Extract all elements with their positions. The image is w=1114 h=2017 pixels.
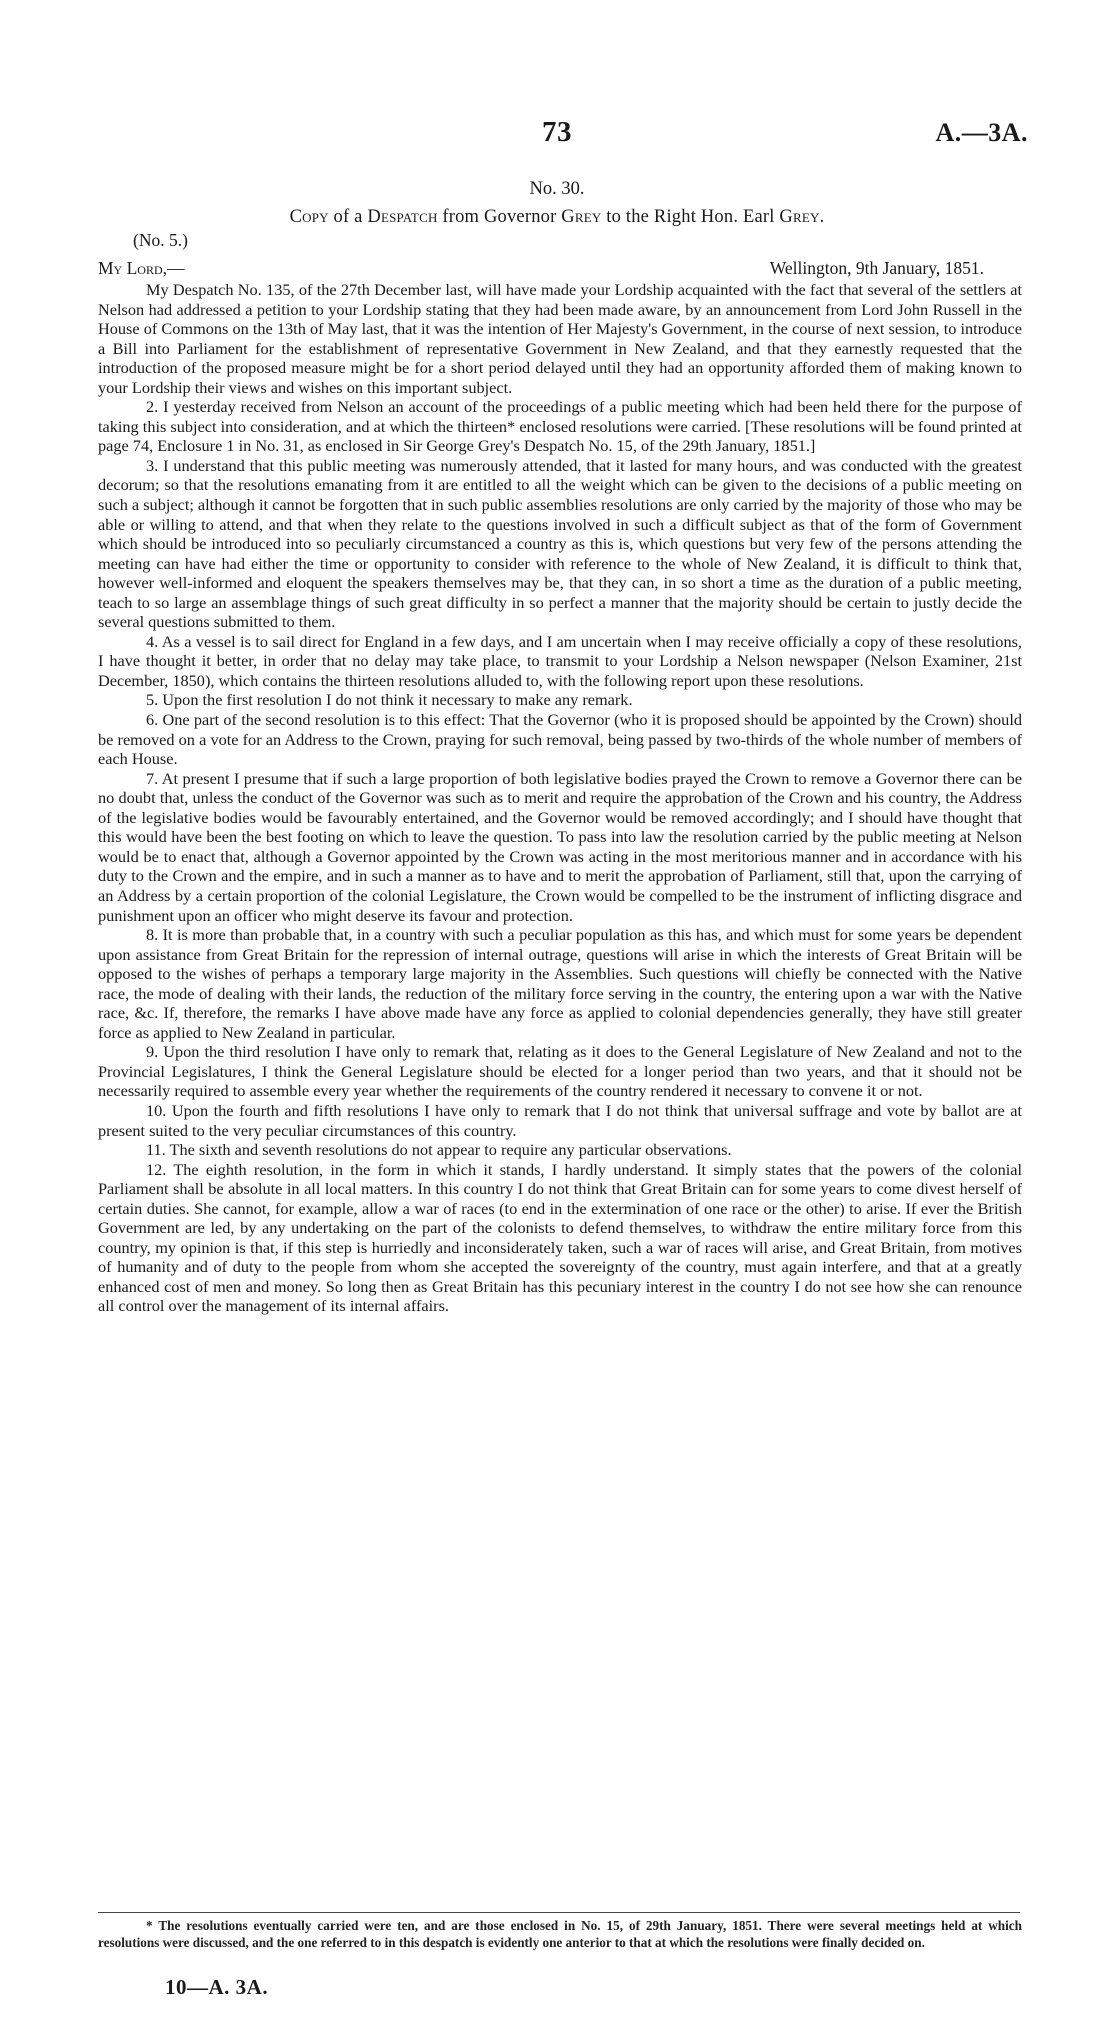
paragraph: 10. Upon the fourth and fifth resolutions I have only to remark that I do not think that universal suffrage and vote by ballot are at present suited to the very peculiar circumstances of this country. xyxy=(98,1100,1022,1140)
document-code: A.—3A. xyxy=(935,118,1028,147)
title-part: Grey xyxy=(561,207,602,227)
paragraph: 8. It is more than probable that, in a country with such a peculiar population as this has, and which must for some years be dependent upon assistance from Great Britain for the repression of internal outrage, questions will arise in which the interests of Great Britain will be opposed to the wishes of perhaps a temporary large majority in the Assemblies. Such questions will chiefly be connected with the Native race, the mode of dealing with their lands, the reduction of the military force serving in the country, the entering upon a war with the Native race, &c. If, therefore, the remarks I have above made have any force as applied to colonial dependencies generally, they have still greater force as applied to New Zealand in particular. xyxy=(98,925,1022,1042)
signature-code: 10—A. 3A. xyxy=(165,1975,269,1999)
paragraph: 11. The sixth and seventh resolutions do not appear to require any particular observations. xyxy=(146,1140,732,1160)
despatch-number: No. 30. xyxy=(529,179,585,199)
paragraph: 3. I understand that this public meeting was numerously attended, that it lasted for many hours, and was conducted with the greatest decorum; so that the resolutions emanating from it are entitled to all the weight which can be given to the decisions of a public meeting on such a subject; although it cannot be forgotten that in such public assemblies resolutions are only carried by the majority of those who may be able or willing to attend, and that when they relate to the questions involved in such a difficult subject as that of the form of Government which should be introduced into so peculiarly circumstanced a country as this is, which questions but very few of the persons attending the meeting can have had either the time or opportunity to consider with reference to the whole of New Zealand, it is difficult to think that, however well-informed and eloquent the speakers themselves may be, that they can, in so short a time as the duration of a public meeting, teach to so large an assemblage things of such great difficulty in so perfect a manner that the majority should be certain to justly decide the several questions submitted to them. xyxy=(98,455,1022,632)
reference-number: (No. 5.) xyxy=(133,230,188,250)
footnote xyxy=(98,1918,1022,1951)
paragraph: 12. The eighth resolution, in the form in which it stands, I hardly understand. It simply states that the powers of the colonial Parliament shall be absolute in all local matters. In this country I do not think that Great Britain can for some years to come divest herself of certain duties. She cannot, for example, allow a war of races (to end in the extermination of one race or the other) to arise. If ever the British Government are led, by any undertaking on the part of the colonists to defend themselves, to withdraw the entire military force from this country, my opinion is that, if this step is hurriedly and inconsiderately taken, such a war of races will arise, and Great Britain, from motives of humanity and of duty to the people from whom she accepted the sovereignty of the country, must again interfere, and that at a greatly enhanced cost of men and money. So long then as Great Britain has this pecuniary interest in the country I do not see how she can renounce all control over the management of its internal affairs. xyxy=(98,1159,1022,1316)
footnote-text: * The resolutions eventually carried were ten, and are those enclosed in No. 15, of 29th January, 1851. There were several meetings held at which resolutions were discussed, and the one referred to in this despatch is evidently one anterior to that at which the resolutions were finally decided on. xyxy=(98,1918,1022,1950)
paragraph: 2. I yesterday received from Nelson an account of the proceedings of a public meeting which had been held there for the purpose of taking this subject into consideration, and at which the thirteen* enclosed resolutions were carried. [These resolutions will be found printed at page 74, Enclosure 1 in No. 31, as enclosed in Sir George Grey's Despatch No. 15, of the 29th January, 1851.] xyxy=(98,397,1022,456)
footnote-divider xyxy=(98,1912,1020,1913)
paragraph: 4. As a vessel is to sail direct for England in a few days, and I am uncertain when I may receive officially a copy of these resolutions, I have thought it better, in order that no delay may take place, to transmit to your Lordship a Nelson newspaper (Nelson Examiner, 21st December, 1850), which contains the thirteen resolutions alluded to, with the following report upon these resolutions. xyxy=(98,631,1022,690)
paragraph: My Despatch No. 135, of the 27th December last, will have made your Lordship acquainted with the fact that several of the settlers at Nelson had addressed a petition to your Lordship stating that they had been made aware, by an announcement from Lord John Russell in the House of Commons on the 13th of May last, that it was the intention of Her Majesty's Government, in the course of next session, to introduce a Bill into Parliament for the establishment of representative Government in New Zealand, and that they earnestly requested that the introduction of the proposed measure might be for a short period delayed until they had an opportunity afforded them of making known to your Lordship their views and wishes on this important subject. xyxy=(98,280,1022,397)
title-part: from Governor xyxy=(437,207,562,227)
paragraph: 9. Upon the third resolution I have only to remark that, relating as it does to the General Legislature of New Zealand and not to the Provincial Legislatures, I think the General Legislature should be elected for a longer period than two years, and that it should not be necessarily required to assemble every year whether the requirements of the country rendered it necessary to convene it or not. xyxy=(98,1042,1022,1101)
title-part: Copy xyxy=(289,207,329,227)
salutation: My Lord,— xyxy=(98,258,185,278)
title-part: . xyxy=(819,207,825,227)
title-part: Grey xyxy=(779,207,820,227)
place-date: Wellington, 9th January, 1851. xyxy=(769,258,984,278)
paragraph: 6. One part of the second resolution is to this effect: That the Governor (who it is proposed should be appointed by the Crown) should be removed on a vote for an Address to the Crown, praying for such removal, being passed by two-thirds of the whole number of members of each House. xyxy=(98,710,1022,769)
title-part: of a xyxy=(328,207,368,227)
despatch-title xyxy=(0,207,1114,228)
paragraph: 7. At present I presume that if such a large proportion of both legislative bodies prayed the Crown to remove a Governor there can be no doubt that, unless the conduct of the Governor was such as to merit and require the approbation of the Crown and his country, the Address of the legislative bodies would be favourably entertained, and the Governor would be removed accordingly; and I should have thought that this would have been the best footing on which to leave the question. To pass into law the resolution carried by the public meeting at Nelson would be to enact that, although a Governor appointed by the Crown was acting in the most meritorious manner and in accordance with his duty to the Crown and the empire, and in such a manner as to have and to merit the approbation of Parliament, still that, upon the carrying of an Address by a certain proportion of the colonial Legislature, the Crown would be compelled to be the instrument of inflicting disgrace and punishment upon an officer who might deserve its favour and protection. xyxy=(98,768,1022,925)
title-part: to the Right Hon. Earl xyxy=(601,207,780,227)
letter-body xyxy=(98,280,1022,1316)
page-number: 73 xyxy=(542,116,572,148)
title-part: Despatch xyxy=(367,207,438,227)
paragraph: 5. Upon the first resolution I do not think it necessary to make any remark. xyxy=(146,690,633,710)
